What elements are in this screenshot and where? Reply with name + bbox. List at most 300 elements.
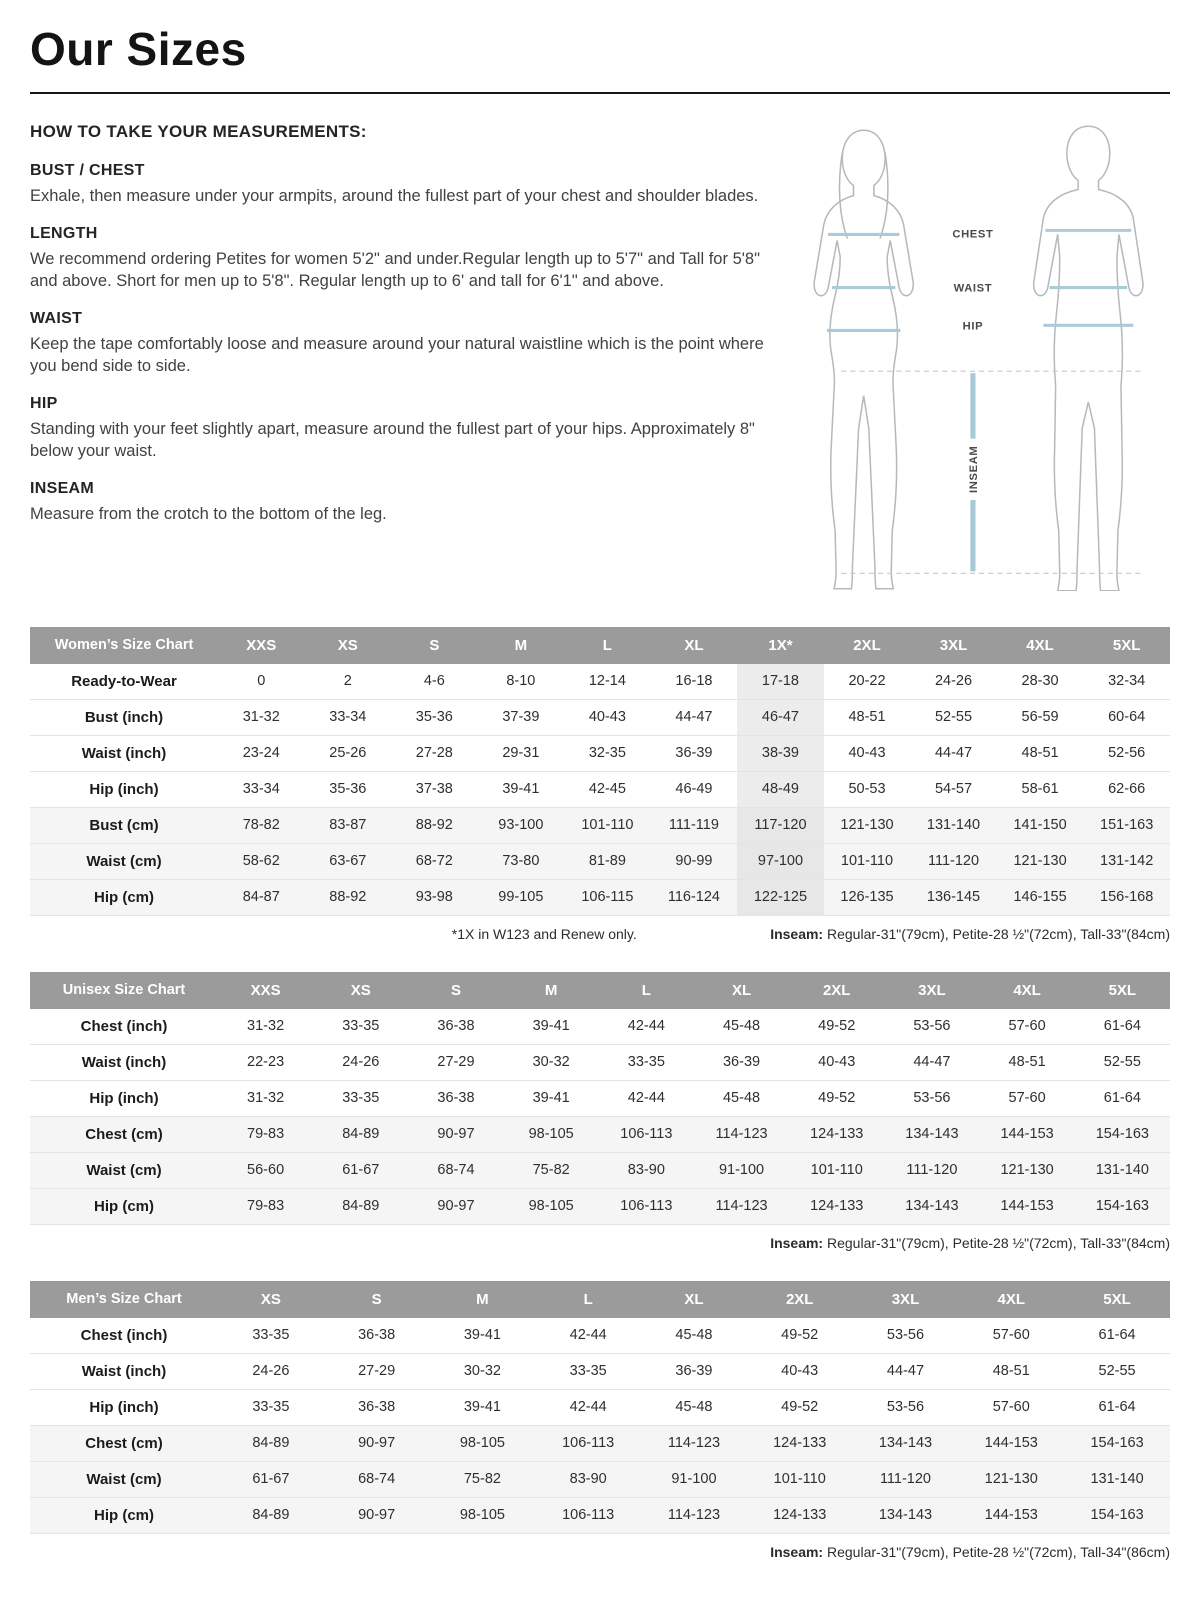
- size-cell: 44-47: [651, 699, 738, 735]
- size-cell: 44-47: [884, 1044, 979, 1080]
- size-cell: 40-43: [789, 1044, 884, 1080]
- size-chart-section: [30, 1281, 1170, 1560]
- size-cell: 83-87: [305, 807, 392, 843]
- size-chart-table: [30, 627, 1170, 916]
- row-label: Chest (cm): [30, 1425, 218, 1461]
- size-cell: 121-130: [958, 1461, 1064, 1497]
- footnote-inseam: [770, 926, 1170, 942]
- table-row: [30, 1080, 1170, 1116]
- column-header: 2XL: [824, 627, 911, 664]
- table-row: [30, 879, 1170, 915]
- size-cell: 42-44: [599, 1009, 694, 1045]
- size-chart-section: [30, 627, 1170, 942]
- size-cell: 106-115: [564, 879, 651, 915]
- size-cell: 154-163: [1075, 1116, 1170, 1152]
- size-cell: 33-35: [599, 1044, 694, 1080]
- instruction-section-label: HIP: [30, 394, 58, 412]
- size-cell: 122-125: [737, 879, 824, 915]
- column-header: M: [478, 627, 565, 664]
- size-cell: 88-92: [391, 807, 478, 843]
- size-cell: 131-142: [1083, 843, 1170, 879]
- size-cell: 45-48: [694, 1009, 789, 1045]
- size-cell: 27-29: [324, 1353, 430, 1389]
- table-row: [30, 1009, 1170, 1045]
- size-cell: 134-143: [884, 1188, 979, 1224]
- column-header: S: [391, 627, 478, 664]
- row-label: Ready-to-Wear: [30, 664, 218, 700]
- size-cell: 31-32: [218, 699, 305, 735]
- table-row: [30, 1188, 1170, 1224]
- size-cell: 98-105: [430, 1497, 536, 1533]
- table-title: Women’s Size Chart: [30, 627, 218, 664]
- size-cell: 24-26: [910, 664, 997, 700]
- size-cell: 24-26: [218, 1353, 324, 1389]
- row-label: Chest (inch): [30, 1318, 218, 1354]
- table-row: [30, 771, 1170, 807]
- table-footnotes: [30, 1235, 1170, 1251]
- size-cell: 40-43: [564, 699, 651, 735]
- size-cell: 75-82: [504, 1152, 599, 1188]
- footnote-inseam-label: Inseam:: [770, 1543, 824, 1560]
- column-header: 5XL: [1083, 627, 1170, 664]
- instruction-section: [30, 162, 770, 208]
- size-cell: 17-18: [737, 664, 824, 700]
- instruction-section-text: Exhale, then measure under your armpits, around the fullest part of your chest and shoulder blades.: [30, 187, 759, 205]
- size-cell: 68-74: [324, 1461, 430, 1497]
- column-header: 5XL: [1075, 972, 1170, 1009]
- size-cell: 33-35: [313, 1009, 408, 1045]
- size-cell: 52-55: [1075, 1044, 1170, 1080]
- size-cell: 68-74: [408, 1152, 503, 1188]
- size-cell: 52-55: [910, 699, 997, 735]
- size-cell: 93-98: [391, 879, 478, 915]
- top-section: [30, 122, 1170, 591]
- size-cell: 44-47: [910, 735, 997, 771]
- size-cell: 20-22: [824, 664, 911, 700]
- column-header: 4XL: [958, 1281, 1064, 1318]
- size-cell: 39-41: [430, 1389, 536, 1425]
- size-cell: 45-48: [694, 1080, 789, 1116]
- table-row: [30, 1318, 1170, 1354]
- column-header: XL: [651, 627, 738, 664]
- size-cell: 88-92: [305, 879, 392, 915]
- table-row: [30, 1389, 1170, 1425]
- size-cell: 97-100: [737, 843, 824, 879]
- size-cell: 141-150: [997, 807, 1084, 843]
- row-label: Hip (inch): [30, 771, 218, 807]
- table-row: [30, 1425, 1170, 1461]
- size-cell: 114-123: [694, 1188, 789, 1224]
- size-cell: 151-163: [1083, 807, 1170, 843]
- instruction-section: [30, 480, 770, 526]
- column-header: L: [564, 627, 651, 664]
- row-label: Hip (cm): [30, 879, 218, 915]
- size-cell: 99-105: [478, 879, 565, 915]
- row-label: Waist (inch): [30, 1044, 218, 1080]
- size-cell: 98-105: [430, 1425, 536, 1461]
- size-cell: 36-38: [408, 1009, 503, 1045]
- size-cell: 126-135: [824, 879, 911, 915]
- column-header: L: [599, 972, 694, 1009]
- size-cell: 40-43: [747, 1353, 853, 1389]
- size-cell: 136-145: [910, 879, 997, 915]
- column-header: S: [324, 1281, 430, 1318]
- size-cell: 32-34: [1083, 664, 1170, 700]
- column-header: S: [408, 972, 503, 1009]
- size-cell: 111-120: [910, 843, 997, 879]
- size-cell: 57-60: [958, 1389, 1064, 1425]
- size-cell: 111-120: [853, 1461, 959, 1497]
- size-cell: 61-64: [1075, 1080, 1170, 1116]
- table-row: [30, 1461, 1170, 1497]
- size-cell: 42-44: [535, 1318, 641, 1354]
- table-row: [30, 1044, 1170, 1080]
- size-cell: 42-45: [564, 771, 651, 807]
- size-cell: 49-52: [789, 1080, 884, 1116]
- row-label: Waist (inch): [30, 1353, 218, 1389]
- size-cell: 52-56: [1083, 735, 1170, 771]
- size-cell: 31-32: [218, 1080, 313, 1116]
- row-label: Hip (inch): [30, 1080, 218, 1116]
- size-cell: 53-56: [853, 1389, 959, 1425]
- row-label: Hip (inch): [30, 1389, 218, 1425]
- size-cell: 42-44: [535, 1389, 641, 1425]
- size-cell: 114-123: [641, 1497, 747, 1533]
- table-row: [30, 699, 1170, 735]
- size-cell: 106-113: [599, 1116, 694, 1152]
- table-row: [30, 843, 1170, 879]
- size-cell: 98-105: [504, 1116, 599, 1152]
- size-cell: 39-41: [478, 771, 565, 807]
- size-cell: 35-36: [305, 771, 392, 807]
- size-cell: 22-23: [218, 1044, 313, 1080]
- size-chart-section: [30, 972, 1170, 1251]
- size-cell: 33-35: [218, 1389, 324, 1425]
- column-header: XL: [641, 1281, 747, 1318]
- size-cell: 83-90: [599, 1152, 694, 1188]
- size-cell: 36-39: [694, 1044, 789, 1080]
- size-cell: 45-48: [641, 1389, 747, 1425]
- instruction-section-label: BUST / CHEST: [30, 162, 145, 179]
- footnote-inseam-label: Inseam:: [770, 925, 824, 942]
- size-cell: 49-52: [747, 1318, 853, 1354]
- size-cell: 29-31: [478, 735, 565, 771]
- size-cell: 62-66: [1083, 771, 1170, 807]
- column-header: 2XL: [789, 972, 884, 1009]
- column-header: 5XL: [1064, 1281, 1170, 1318]
- size-cell: 36-39: [641, 1353, 747, 1389]
- row-label: Bust (inch): [30, 699, 218, 735]
- size-cell: 84-89: [218, 1497, 324, 1533]
- size-cell: 28-30: [997, 664, 1084, 700]
- chest-label: CHEST: [952, 228, 994, 241]
- column-header: M: [504, 972, 599, 1009]
- row-label: Waist (cm): [30, 1152, 218, 1188]
- male-figure: [1034, 126, 1143, 591]
- size-cell: 79-83: [218, 1116, 313, 1152]
- size-cell: 81-89: [564, 843, 651, 879]
- size-cell: 79-83: [218, 1188, 313, 1224]
- size-cell: 54-57: [910, 771, 997, 807]
- size-cell: 27-29: [408, 1044, 503, 1080]
- header-row: [30, 1281, 1170, 1318]
- size-cell: 73-80: [478, 843, 565, 879]
- size-cell: 124-133: [789, 1188, 884, 1224]
- size-cell: 48-51: [824, 699, 911, 735]
- row-label: Waist (cm): [30, 843, 218, 879]
- size-cell: 57-60: [980, 1080, 1075, 1116]
- column-header: 3XL: [853, 1281, 959, 1318]
- size-cell: 30-32: [504, 1044, 599, 1080]
- size-cell: 75-82: [430, 1461, 536, 1497]
- size-cell: 52-55: [1064, 1353, 1170, 1389]
- size-cell: 93-100: [478, 807, 565, 843]
- size-cell: 90-97: [324, 1497, 430, 1533]
- column-header: XS: [218, 1281, 324, 1318]
- size-cell: 36-39: [651, 735, 738, 771]
- size-cell: 49-52: [789, 1009, 884, 1045]
- size-cell: 84-89: [313, 1116, 408, 1152]
- size-cell: 53-56: [853, 1318, 959, 1354]
- size-cell: 36-38: [324, 1389, 430, 1425]
- size-cell: 16-18: [651, 664, 738, 700]
- size-cell: 56-60: [218, 1152, 313, 1188]
- size-cell: 134-143: [853, 1425, 959, 1461]
- column-header: XL: [694, 972, 789, 1009]
- size-cell: 63-67: [305, 843, 392, 879]
- size-cell: 144-153: [980, 1188, 1075, 1224]
- size-cell: 101-110: [747, 1461, 853, 1497]
- footnote-inseam: [770, 1544, 1170, 1560]
- size-cell: 144-153: [958, 1425, 1064, 1461]
- table-row: [30, 1152, 1170, 1188]
- size-cell: 114-123: [694, 1116, 789, 1152]
- page-title: Our Sizes: [30, 23, 247, 75]
- footnote-1x: *1X in W123 and Renew only.: [451, 925, 637, 942]
- size-cell: 124-133: [789, 1116, 884, 1152]
- row-label: Bust (cm): [30, 807, 218, 843]
- size-cell: 114-123: [641, 1425, 747, 1461]
- row-label: Waist (cm): [30, 1461, 218, 1497]
- size-cell: 46-47: [737, 699, 824, 735]
- female-figure: [814, 130, 913, 588]
- size-cell: 24-26: [313, 1044, 408, 1080]
- size-cell: 12-14: [564, 664, 651, 700]
- size-cell: 50-53: [824, 771, 911, 807]
- size-cell: 68-72: [391, 843, 478, 879]
- size-cell: 90-97: [324, 1425, 430, 1461]
- size-cell: 84-87: [218, 879, 305, 915]
- instruction-section-text: Standing with your feet slightly apart, measure around the fullest part of your hips. Approximately 8" below your waist.: [30, 419, 755, 460]
- size-cell: 56-59: [997, 699, 1084, 735]
- size-cell: 33-35: [218, 1318, 324, 1354]
- size-cell: 134-143: [853, 1497, 959, 1533]
- table-row: [30, 664, 1170, 700]
- size-cell: 131-140: [1064, 1461, 1170, 1497]
- size-cell: 106-113: [535, 1425, 641, 1461]
- row-label: Chest (inch): [30, 1009, 218, 1045]
- size-cell: 111-119: [651, 807, 738, 843]
- size-cell: 57-60: [958, 1318, 1064, 1354]
- instruction-section: [30, 225, 770, 293]
- table-row: [30, 1116, 1170, 1152]
- size-cell: 101-110: [564, 807, 651, 843]
- table-row: [30, 1353, 1170, 1389]
- column-header: 3XL: [910, 627, 997, 664]
- instruction-section: [30, 310, 770, 378]
- size-chart-table: [30, 1281, 1170, 1534]
- header-row: [30, 972, 1170, 1009]
- row-label: Hip (cm): [30, 1497, 218, 1533]
- size-cell: 60-64: [1083, 699, 1170, 735]
- size-cell: 83-90: [535, 1461, 641, 1497]
- size-cell: 2: [305, 664, 392, 700]
- size-cell: 117-120: [737, 807, 824, 843]
- size-cell: 36-38: [408, 1080, 503, 1116]
- size-cell: 101-110: [789, 1152, 884, 1188]
- size-cell: 39-41: [430, 1318, 536, 1354]
- size-cell: 131-140: [910, 807, 997, 843]
- size-cell: 61-67: [313, 1152, 408, 1188]
- hip-label: HIP: [962, 320, 984, 333]
- column-header: L: [535, 1281, 641, 1318]
- column-header: 4XL: [997, 627, 1084, 664]
- size-cell: 78-82: [218, 807, 305, 843]
- column-header: XXS: [218, 972, 313, 1009]
- row-label: Hip (cm): [30, 1188, 218, 1224]
- instruction-section: [30, 395, 770, 463]
- size-cell: 121-130: [997, 843, 1084, 879]
- size-cell: 154-163: [1064, 1425, 1170, 1461]
- table-row: [30, 807, 1170, 843]
- size-cell: 58-62: [218, 843, 305, 879]
- table-row: [30, 735, 1170, 771]
- instruction-section-text: Measure from the crotch to the bottom of the leg.: [30, 504, 387, 523]
- table-footnotes: [30, 926, 1170, 942]
- size-cell: 53-56: [884, 1009, 979, 1045]
- row-label: Chest (cm): [30, 1116, 218, 1152]
- footnote-inseam-label: Inseam:: [770, 1234, 824, 1251]
- size-cell: 32-35: [564, 735, 651, 771]
- size-cell: 44-47: [853, 1353, 959, 1389]
- column-header: XS: [305, 627, 392, 664]
- instruction-section-label: INSEAM: [30, 479, 95, 497]
- column-header: 4XL: [980, 972, 1075, 1009]
- size-cell: 37-38: [391, 771, 478, 807]
- size-cell: 144-153: [980, 1116, 1075, 1152]
- size-cell: 154-163: [1064, 1497, 1170, 1533]
- size-cell: 38-39: [737, 735, 824, 771]
- size-cell: 33-35: [313, 1080, 408, 1116]
- size-cell: 90-99: [651, 843, 738, 879]
- instruction-section-text: We recommend ordering Petites for women 5'2" and under.Regular length up to 5'7" and Tall for 5'8" and above. Short for men up to 5'8". Regular length up to 6' and tall for 6'1" and above.: [30, 249, 760, 290]
- size-cell: 154-163: [1075, 1188, 1170, 1224]
- size-cell: 90-97: [408, 1116, 503, 1152]
- size-cell: 116-124: [651, 879, 738, 915]
- table-footnotes: [30, 1544, 1170, 1560]
- size-cell: 124-133: [747, 1497, 853, 1533]
- row-label: Waist (inch): [30, 735, 218, 771]
- size-cell: 33-35: [535, 1353, 641, 1389]
- size-cell: 84-89: [313, 1188, 408, 1224]
- size-cell: 36-38: [324, 1318, 430, 1354]
- size-cell: 33-34: [218, 771, 305, 807]
- size-cell: 91-100: [694, 1152, 789, 1188]
- column-header: XXS: [218, 627, 305, 664]
- column-header: 1X*: [737, 627, 824, 664]
- size-cell: 33-34: [305, 699, 392, 735]
- size-cell: 48-51: [958, 1353, 1064, 1389]
- table-row: [30, 1497, 1170, 1533]
- size-cell: 144-153: [958, 1497, 1064, 1533]
- size-cell: 48-51: [980, 1044, 1075, 1080]
- instructions-heading: HOW TO TAKE YOUR MEASUREMENTS:: [30, 122, 367, 141]
- size-cell: 23-24: [218, 735, 305, 771]
- size-cell: 39-41: [504, 1080, 599, 1116]
- inseam-label: INSEAM: [968, 445, 981, 493]
- instruction-section-label: WAIST: [30, 309, 83, 327]
- size-cell: 134-143: [884, 1116, 979, 1152]
- size-cell: 61-64: [1064, 1389, 1170, 1425]
- footnote-inseam-text: Regular-31"(79cm), Petite-28 ½"(72cm), Tall-33"(84cm): [823, 1234, 1170, 1251]
- size-cell: 106-113: [599, 1188, 694, 1224]
- instruction-section-text: Keep the tape comfortably loose and measure around your natural waistline which is the point where you bend side to side.: [30, 334, 764, 375]
- size-cell: 4-6: [391, 664, 478, 700]
- size-cell: 121-130: [980, 1152, 1075, 1188]
- size-cell: 42-44: [599, 1080, 694, 1116]
- size-cell: 156-168: [1083, 879, 1170, 915]
- size-cell: 146-155: [997, 879, 1084, 915]
- size-cell: 0: [218, 664, 305, 700]
- size-cell: 101-110: [824, 843, 911, 879]
- size-chart-table: [30, 972, 1170, 1225]
- size-cell: 61-64: [1064, 1318, 1170, 1354]
- instruction-section-label: LENGTH: [30, 224, 98, 242]
- size-cell: 91-100: [641, 1461, 747, 1497]
- size-cell: 53-56: [884, 1080, 979, 1116]
- title-divider: [30, 92, 1170, 94]
- measurement-diagram-svg: [782, 116, 1170, 591]
- size-cell: 40-43: [824, 735, 911, 771]
- size-cell: 57-60: [980, 1009, 1075, 1045]
- table-title: Men’s Size Chart: [30, 1281, 218, 1318]
- size-cell: 106-113: [535, 1497, 641, 1533]
- column-header: 2XL: [747, 1281, 853, 1318]
- size-cell: 37-39: [478, 699, 565, 735]
- size-cell: 111-120: [884, 1152, 979, 1188]
- size-cell: 131-140: [1075, 1152, 1170, 1188]
- column-header: M: [430, 1281, 536, 1318]
- size-cell: 61-67: [218, 1461, 324, 1497]
- size-cell: 84-89: [218, 1425, 324, 1461]
- waist-label: WAIST: [953, 282, 993, 295]
- size-cell: 49-52: [747, 1389, 853, 1425]
- size-cell: 58-61: [997, 771, 1084, 807]
- size-cell: 30-32: [430, 1353, 536, 1389]
- size-cell: 121-130: [824, 807, 911, 843]
- size-cell: 31-32: [218, 1009, 313, 1045]
- size-cell: 46-49: [651, 771, 738, 807]
- table-title: Unisex Size Chart: [30, 972, 218, 1009]
- size-cell: 35-36: [391, 699, 478, 735]
- size-cell: 61-64: [1075, 1009, 1170, 1045]
- size-cell: 25-26: [305, 735, 392, 771]
- instruction-sections: [30, 162, 770, 526]
- size-cell: 39-41: [504, 1009, 599, 1045]
- measurement-instructions: [30, 122, 770, 543]
- footnote-inseam-text: Regular-31"(79cm), Petite-28 ½"(72cm), Tall-33"(84cm): [823, 925, 1170, 942]
- measurement-diagram: [782, 116, 1170, 591]
